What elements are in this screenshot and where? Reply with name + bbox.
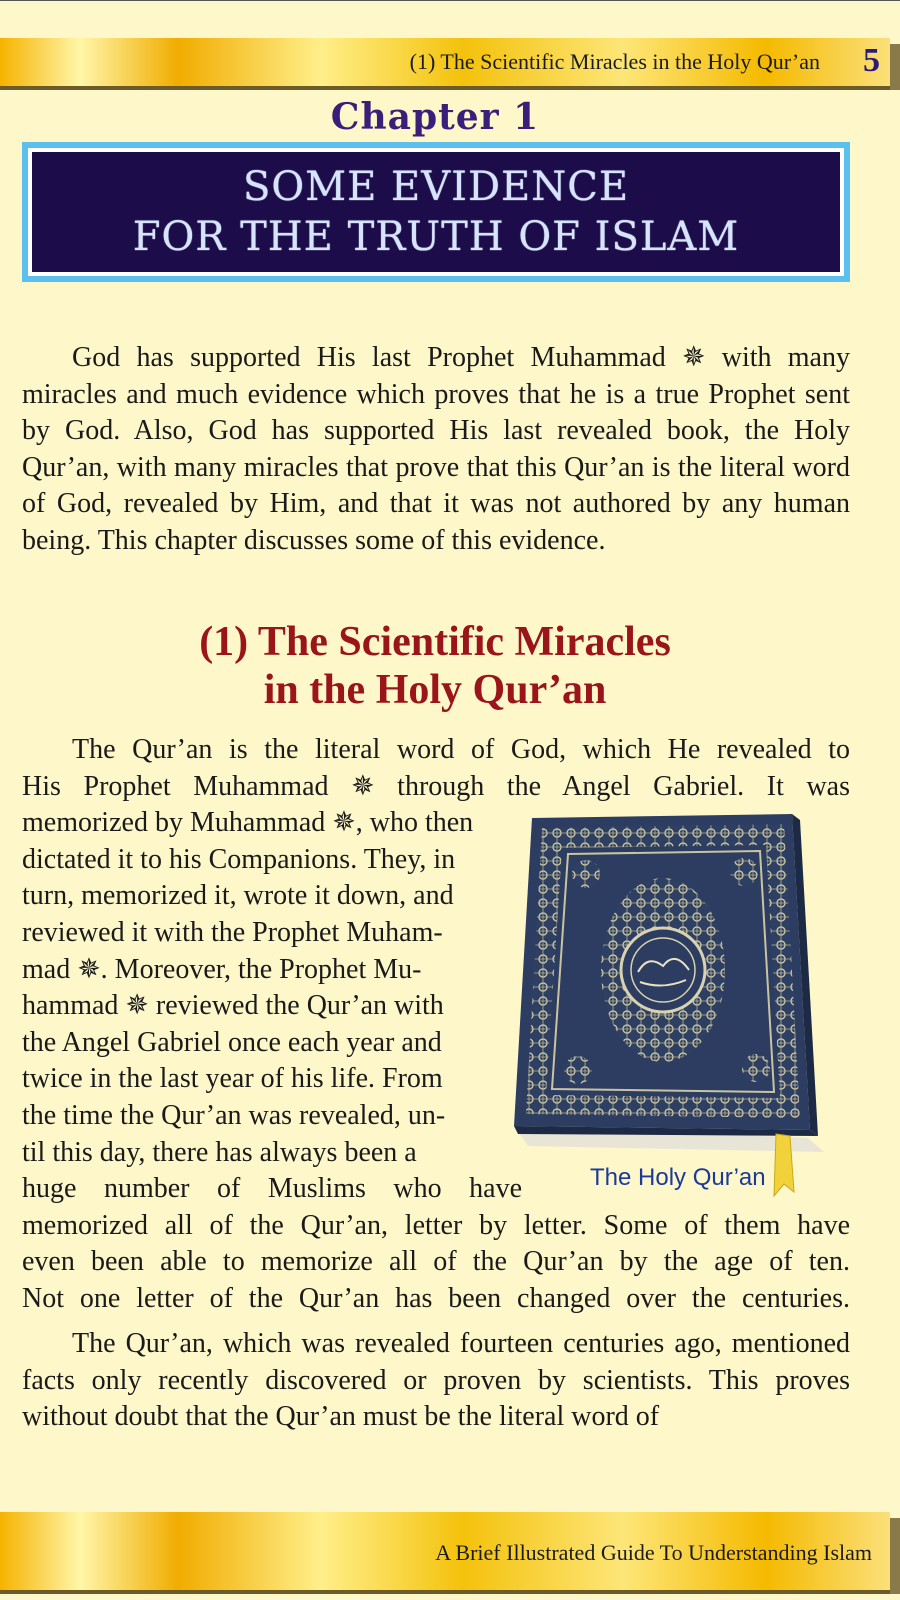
sp1-line: memorized all of the Qur’an, letter by letter. Some of them have bbox=[22, 1209, 850, 1241]
section-paragraph-2 bbox=[22, 1326, 850, 1436]
footer-book-title: A Brief Illustrated Guide To Understanding Islam bbox=[435, 1540, 872, 1565]
chapter-title-line-2: FOR THE TRUTH OF ISLAM bbox=[132, 214, 740, 260]
sp1-line: Not one letter of the Qur’an has been changed over the centuries. bbox=[22, 1282, 850, 1314]
sp1-line: reviewed it with the Prophet Muham- bbox=[22, 916, 443, 948]
top-rule bbox=[0, 0, 900, 1]
sp1-line: til this day, there has always been a bbox=[22, 1136, 417, 1168]
sp1-line: huge number of Muslims who have bbox=[22, 1173, 522, 1205]
sp1-line: memorized by Muhammad ✵, who then bbox=[22, 807, 474, 839]
sp1-line: twice in the last year of his life. From bbox=[22, 1063, 443, 1095]
sp1-line: The Qur’an is the literal word of God, which He revealed to bbox=[72, 734, 850, 765]
sp1-line: hammad ✵ reviewed the Qur’an with bbox=[22, 990, 444, 1022]
intro-paragraph-text: God has supported His last Prophet Muhammad ✵ with many miracles and much evidence which proves that he is a true Prophet sent by God. Also, God has supported His last revealed book, the Holy Qur’an, with many miracles that prove that this Qur’an is the literal word of God, revealed by Him, and that it was not authored by any human being. This chapter discusses some of this evidence. bbox=[22, 342, 850, 556]
figure-caption: The Holy Qur’an bbox=[590, 1164, 766, 1191]
sp1-line: mad ✵. Moreover, the Prophet Mu- bbox=[22, 953, 422, 985]
section-paragraph-2-text: The Qur’an, which was revealed fourteen centuries ago, mentioned facts only recently discovered or proven by scientists. This proves without doubt that the Qur’an must be the literal word of bbox=[22, 1328, 850, 1433]
chapter-title-box bbox=[22, 142, 850, 282]
section-heading-line-1: (1) The Scientific Miracles bbox=[199, 619, 671, 665]
sp1-line: even been able to memorize all of the Qur’an by the age of ten. bbox=[22, 1246, 850, 1278]
sp1-line: turn, memorized it, wrote it down, and bbox=[22, 880, 454, 912]
page-number: 5 bbox=[863, 42, 880, 79]
quran-book-icon bbox=[508, 812, 834, 1202]
section-heading bbox=[0, 618, 870, 714]
quran-book-image bbox=[508, 812, 834, 1202]
intro-paragraph bbox=[22, 340, 850, 560]
sp1-line: dictated it to his Companions. They, in bbox=[22, 843, 456, 875]
section-heading-line-2: in the Holy Qur’an bbox=[263, 667, 607, 713]
sp1-line: His Prophet Muhammad ✵ through the Angel Gabriel. It was bbox=[22, 770, 850, 802]
chapter-label: Chapter 1 bbox=[330, 96, 540, 138]
sp1-line: the Angel Gabriel once each year and bbox=[22, 1026, 442, 1058]
sp1-line: the time the Qur’an was revealed, un- bbox=[22, 1099, 446, 1131]
chapter-title-line-1: SOME EVIDENCE bbox=[242, 164, 630, 210]
running-header: (1) The Scientific Miracles in the Holy Qur’an bbox=[409, 49, 820, 74]
